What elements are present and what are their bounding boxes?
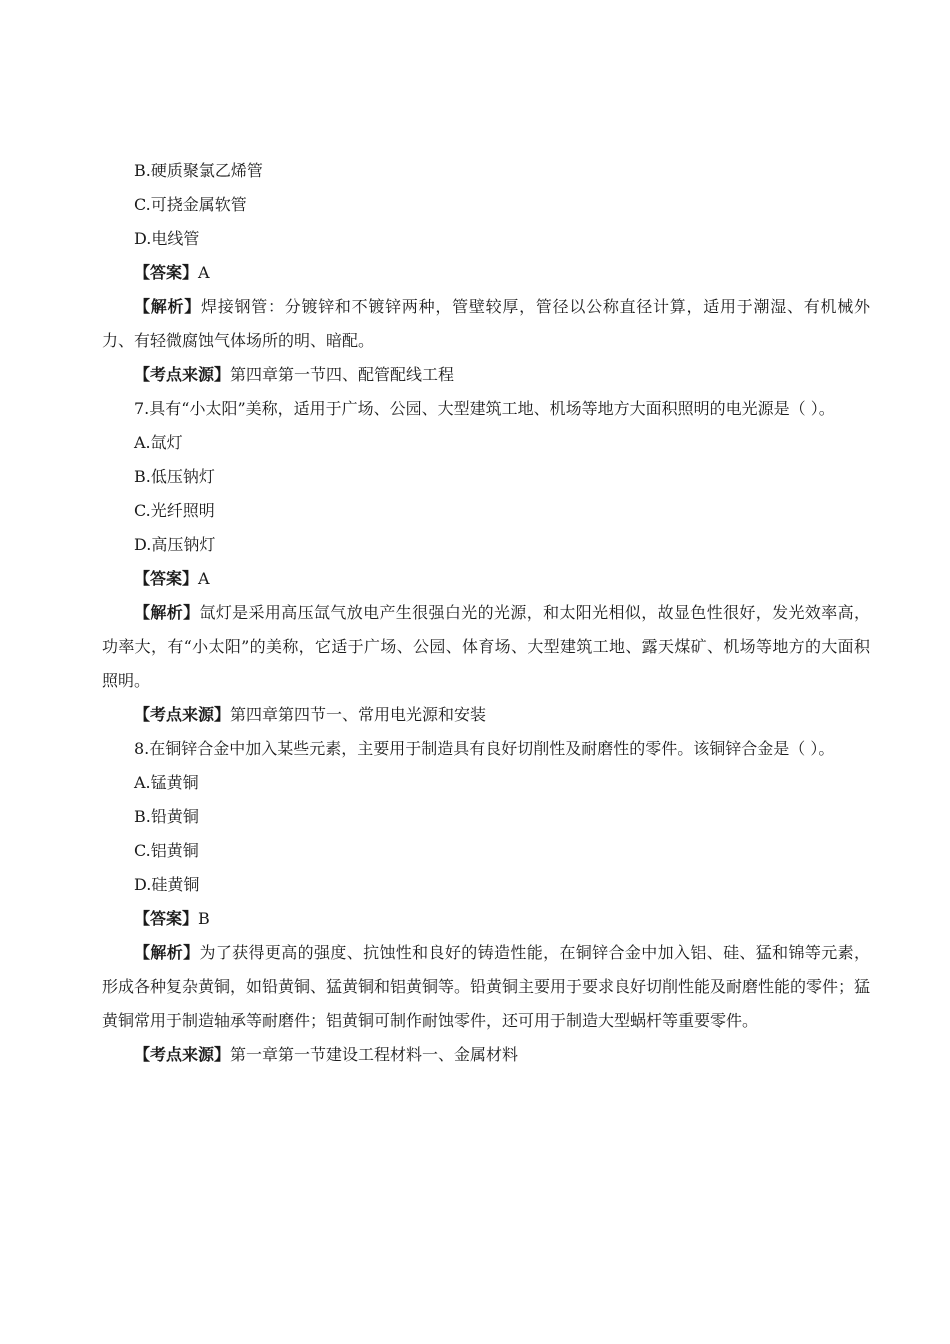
source-text: 第四章第一节四、配管配线工程 (230, 365, 455, 384)
q7-option-a: A.氙灯 (134, 433, 183, 452)
analysis-tag: 【解析】 (134, 603, 200, 622)
source-tag: 【考点来源】 (134, 705, 231, 724)
analysis-text: 为了获得更高的强度、抗蚀性和良好的铸造性能，在铜锌合金中加入铝、硅、猛和锦等元素，形成各种复杂黄铜，如铅黄铜、猛黄铜和铝黄铜等。铅黄铜主要用于要求良好切削性能及耐磨性能的零件；猛黄铜常用于制造轴承等耐磨件；铝黄铜可制作耐蚀零件，还可用于制造大型蜗杆等重要零件。 (102, 943, 871, 1030)
document-content (102, 154, 870, 1072)
q7-analysis (102, 596, 870, 698)
q7-option-b: B.低压钠灯 (134, 467, 215, 486)
q6-option-d: D.电线管 (134, 229, 200, 248)
analysis-text: 焊接钢管：分镀锌和不镀锌两种，管壁较厚，管径以公称直径计算，适用于潮湿、有机械外力、有轻微腐蚀气体场所的明、暗配。 (102, 297, 870, 350)
q8-answer (102, 902, 870, 936)
source-tag: 【考点来源】 (134, 365, 231, 384)
question-blank: （ ）。 (789, 739, 835, 758)
q8-option-d: D.硅黄铜 (134, 875, 200, 894)
answer-tag: 【答案】 (134, 569, 199, 588)
q8-analysis (102, 936, 870, 1038)
answer-tag: 【答案】 (134, 263, 199, 282)
q6-option-c: C.可挠金属软管 (134, 195, 247, 214)
q8-source (102, 1038, 870, 1072)
q7-source (102, 698, 870, 732)
q6-answer (102, 256, 870, 290)
q8-option-c: C.铝黄铜 (134, 841, 199, 860)
answer-value: A (198, 569, 210, 588)
answer-tag: 【答案】 (134, 909, 199, 928)
q8-option-b: B.铅黄铜 (134, 807, 199, 826)
answer-value: B (198, 909, 210, 928)
q6-option-b: B.硬质聚氯乙烯管 (134, 161, 263, 180)
source-tag: 【考点来源】 (134, 1045, 231, 1064)
q8-question (102, 732, 870, 766)
q7-option-d: D.高压钠灯 (134, 535, 216, 554)
q6-analysis (102, 290, 870, 358)
q8-option-a: A.锰黄铜 (134, 773, 199, 792)
q7-answer (102, 562, 870, 596)
question-text: 8.在铜锌合金中加入某些元素，主要用于制造具有良好切削性及耐磨性的零件。该铜锌合金是 (134, 739, 790, 758)
q7-option-c: C.光纤照明 (134, 501, 215, 520)
source-text: 第一章第一节建设工程材料一、金属材料 (230, 1045, 519, 1064)
question-blank: （ ）。 (789, 399, 835, 418)
question-text: 7.具有“小太阳”美称，适用于广场、公园、大型建筑工地、机场等地方大面积照明的电光源是 (134, 399, 790, 418)
answer-value: A (198, 263, 210, 282)
analysis-text: 氙灯是采用高压氙气放电产生很强白光的光源，和太阳光相似，故显色性很好，发光效率高，功率大，有“小太阳”的美称，它适于广场、公园、体育场、大型建筑工地、露天煤矿、机场等地方的大面积照明。 (102, 603, 870, 690)
analysis-tag: 【解析】 (134, 297, 201, 316)
q7-question (102, 392, 870, 426)
q6-source (102, 358, 870, 392)
analysis-tag: 【解析】 (134, 943, 200, 962)
source-text: 第四章第四节一、常用电光源和安装 (230, 705, 487, 724)
